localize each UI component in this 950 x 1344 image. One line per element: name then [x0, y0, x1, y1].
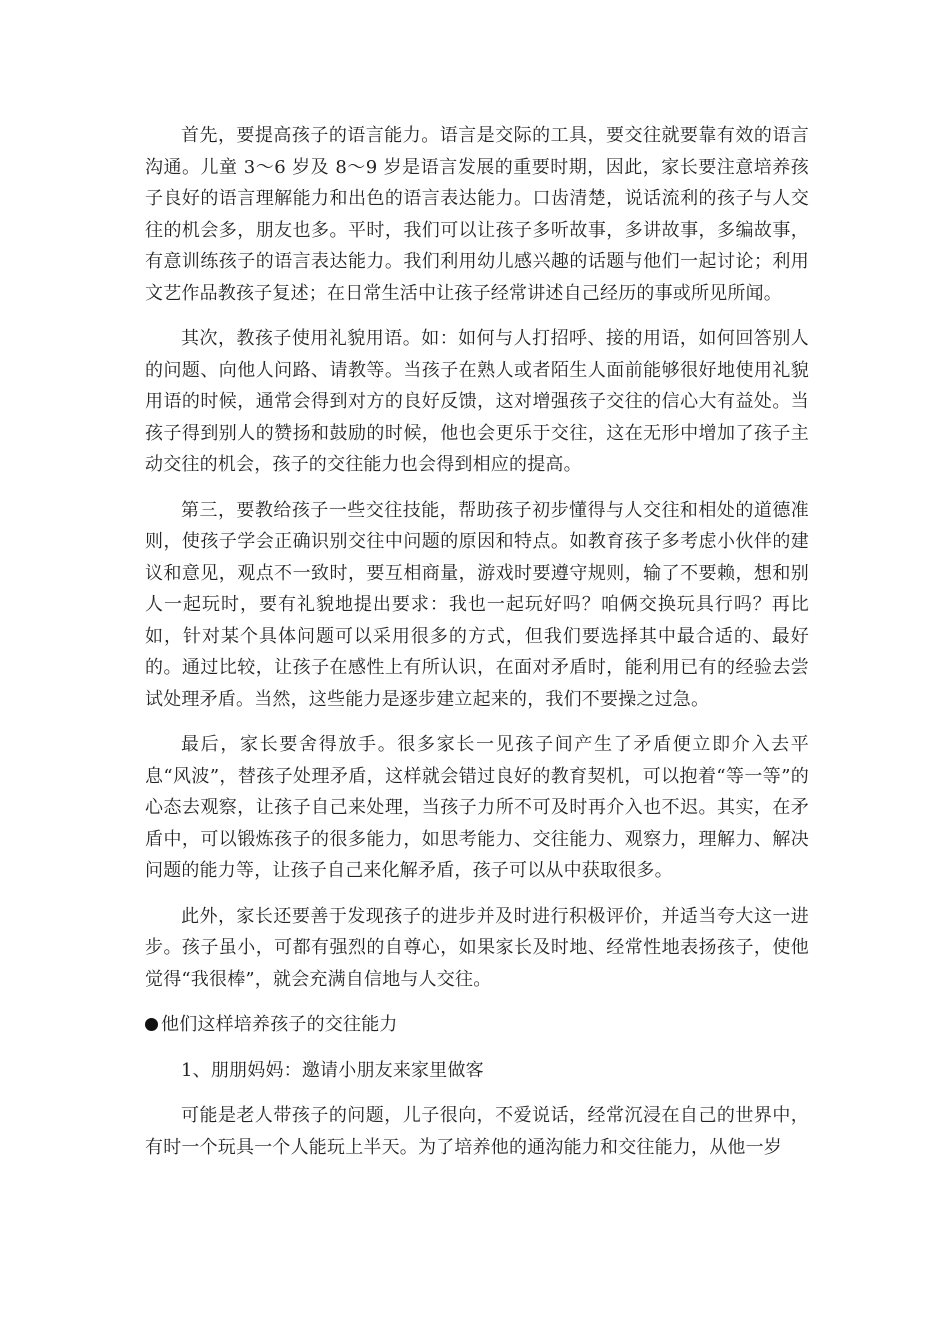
- paragraph-let-go: 最后，家长要舍得放手。很多家长一见孩子间产生了矛盾便立即介入去平息“风波”，替孩子处理矛盾，这样就会错过良好的教育契机，可以抱着“等一等”的心态去观察，让孩子自己来处理，当孩子力所不可及时再介入也不迟。其实，在矛盾中，可以锻炼孩子的很多能力，如思考能力、交往能力、观察力，理解力、解决问题的能力等，让孩子自己来化解矛盾，孩子可以从中获取很多。: [145, 734, 809, 881]
- paragraph-language-ability: 首先，要提高孩子的语言能力。语言是交际的工具，要交往就要靠有效的语言沟通。儿童 3～6 岁及 8～9 岁是语言发展的重要时期，因此，家长要注意培养孩子良好的语言理解能力和出色的语言表达能力。口齿清楚，说话流利的孩子与人交往的机会多，朋友也多。平时，我们可以让孩子多听故事，多讲故事，多编故事，有意训练孩子的语言表达能力。我们利用幼儿感兴趣的话题与他们一起讨论；利用文艺作品教孩子复述；在日常生活中让孩子经常讲述自己经历的事或所见所闻。: [145, 125, 809, 304]
- paragraph-social-skills: 第三，要教给孩子一些交往技能，帮助孩子初步懂得与人交往和相处的道德准则，使孩子学会正确识别交往中问题的原因和特点。如教育孩子多考虑小伙伴的建议和意见，观点不一致时，要互相商量，游戏时要遵守规则，输了不要赖，想和别人一起玩时，要有礼貌地提出要求：我也一起玩好吗？咱俩交换玩具行吗？再比如，针对某个具体问题可以采用很多的方式，但我们要选择其中最合适的、最好的。通过比较，让孩子在感性上有所认识，在面对矛盾时，能利用已有的经验去尝试处理矛盾。当然，这些能力是逐步建立起来的，我们不要操之过急。: [145, 499, 809, 710]
- bullet-dot-icon: [145, 1018, 158, 1031]
- paragraph-praise: 此外，家长还要善于发现孩子的进步并及时进行积极评价，并适当夸大这一进步。孩子虽小，可都有强烈的自尊心，如果家长及时地、经常性地表扬孩子，使他觉得“我很棒”，就会充满自信地与人交往。: [145, 905, 809, 990]
- section-heading-text: 他们这样培养孩子的交往能力: [161, 1014, 398, 1035]
- paragraph-case-story: 可能是老人带孩子的问题，儿子很向，不爱说话，经常沉浸在自己的世界中，有时一个玩具一个人能玩上半天。为了培养他的通沟能力和交往能力，从他一岁: [145, 1105, 809, 1158]
- paragraph-polite-language: 其次，教孩子使用礼貌用语。如：如何与人打招呼、接的用语，如何回答别人的问题、向他人问路、请教等。当孩子在熟人或者陌生人面前能够很好地使用礼貌用语的时候，通常会得到对方的良好反馈，这对增强孩子交往的信心大有益处。当孩子得到别人的赞扬和鼓励的时候，他也会更乐于交往，这在无形中增加了孩子主动交往的机会，孩子的交往能力也会得到相应的提高。: [145, 328, 809, 475]
- sub-heading: 1、朋朋妈妈：邀请小朋友来家里做客: [181, 1059, 484, 1081]
- document-body: [145, 120, 809, 1177]
- section-heading: [145, 1009, 809, 1041]
